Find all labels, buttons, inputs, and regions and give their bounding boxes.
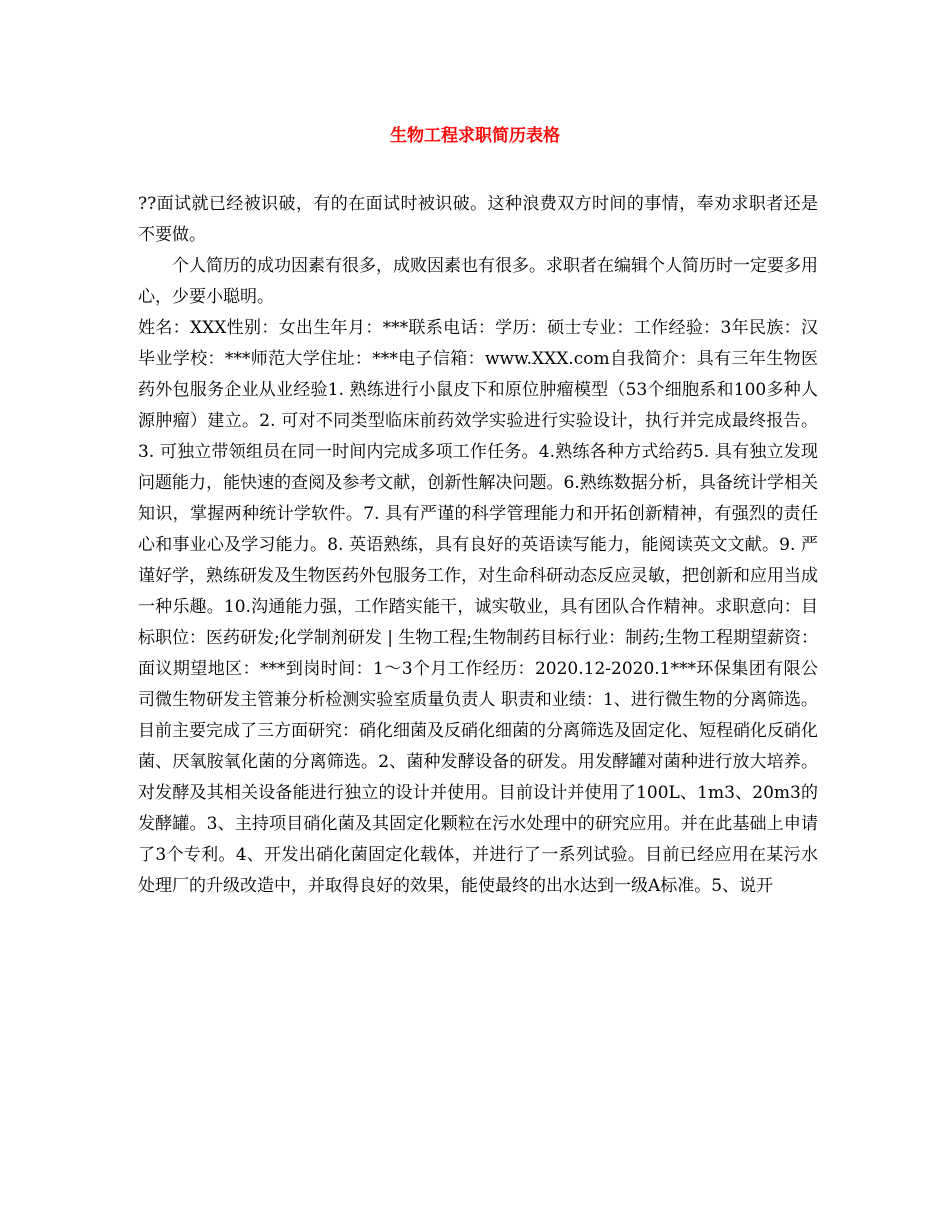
paragraph-3: 姓名：XXX性别：女出生年月：***联系电话：学历：硕士专业：工作经验：3年民族：汉毕业学校：***师范大学住址：***电子信箱：www.XXX.com自我简介：具有三年生物医药外包服务企业从业经验1. 熟练进行小鼠皮下和原位肿瘤模型（53个细胞系和100多种人源肿瘤）建立。2. 可对不同类型临床前药效学实验进行实验设计，执行并完成最终报告。3. 可独立带领组员在同一时间内完成多项工作任务。4.熟练各种方式给药5. 具有独立发现问题能力，能快速的查阅及参考文献，创新性解决问题。6.熟练数据分析，具备统计学相关知识，掌握两种统计学软件。7. 具有严谨的科学管理能力和开拓创新精神，有强烈的责任心和事业心及学习能力。8. 英语熟练，具有良好的英语读写能力，能阅读英文文献。9. 严谨好学，熟练研发及生物医药外包服务工作，对生命科研动态反应灵敏，把创新和应用当成一种乐趣。10.沟通能力强，工作踏实能干，诚实敬业，具有团队合作精神。求职意向：目标职位：医药研发;化学制剂研发 | 生物工程;生物制药目标行业：制药;生物工程期望薪资：面议期望地区：***到岗时间：1～3个月工作经历：2020.12-2020.1***环保集团有限公司微生物研发主管兼分析检测实验室质量负责人 职责和业绩：1、进行微生物的分离筛选。目前主要完成了三方面研究：硝化细菌及反硝化细菌的分离筛选及固定化、短程硝化反硝化菌、厌氧胺氧化菌的分离筛选。2、菌种发酵设备的研发。用发酵罐对菌种进行放大培养。对发酵及其相关设备能进行独立的设计并使用。目前设计并使用了100L、1m3、20m3的发酵罐。3、主持项目硝化菌及其固定化颗粒在污水处理中的研究应用。并在此基础上申请了3个专利。4、开发出硝化菌固定化载体，并进行了一系列试验。目前已经应用在某污水处理厂的升级改造中，并取得良好的效果，能使最终的出水达到一级A标准。5、说开	[138, 318, 818, 896]
paragraph-2: 个人简历的成功因素有很多，成败因素也有很多。求职者在编辑个人简历时一定要多用心，少要小聪明。	[138, 256, 818, 307]
document-title: 生物工程求职简历表格	[390, 126, 560, 146]
paragraph-1: ??面试就已经被识破，有的在面试时被识破。这种浪费双方时间的事情，奉劝求职者还是不要做。	[138, 194, 818, 245]
document-body	[138, 189, 818, 902]
